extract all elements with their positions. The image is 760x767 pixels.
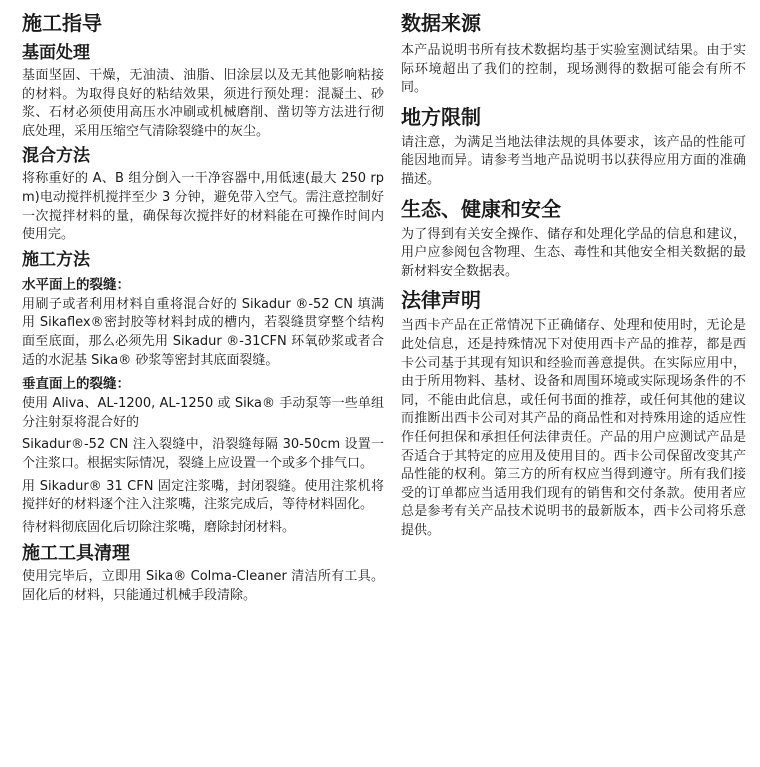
- heading-ehs: 生态、健康和安全: [401, 196, 561, 221]
- text-legal: 当西卡产品在正常情况下正确储存、处理和使用时，无论是此处信息，还是持殊情况下对使用西卡产品的推荐，都是西卡公司基于其现有知识和经验而善意提供。在实际应用中，由于所用物料、基材、设备和周围环境或实际现场条件的不同，不能由此信息，或任何书面的推荐，或任何其他的建议而推断出西卡公司对其产品的商品性和对持殊用途的适应性作任何担保和承担任何法律责任。产品的用户应测试产品是否适合于其特定的应用及使用目的。西卡公司保留改变其产品性能的权利。第三方的所有权应当得到遵守。所有我们接受的订单都应当适用我们现有的销售和交付条款。使用者应总是参考有关产品技术说明书的最新版本，西卡公司将乐意提供。: [401, 318, 746, 538]
- section-title-application-guide: 施工指导: [22, 11, 102, 35]
- text-ehs: 为了得到有关安全操作、储存和处理化学品的信息和建议，用户应参阅包含物理、生态、毒性和其他安全相关数据的最新材料安全数据表。: [401, 226, 746, 279]
- text-local-restrictions: 请注意，为满足当地法律法规的具体要求，该产品的性能可能因地而异。请参考当地产品说明书以获得应用方面的准确描述。: [401, 134, 746, 187]
- subheading-horizontal: 水平面上的裂缝：: [22, 276, 130, 293]
- text-horizontal: 用刷子或者利用材料自重将混合好的 Sikadur ®-52 CN 填满用 Sikaflex®密封胶等材料封成的槽内，若裂缝贯穿整个结构面至底面，那么必须先用 Sikadur ®-31CFN 环氧砂浆或者合适的水泥基 Sika® 砂浆等密封其底面裂缝。: [22, 296, 384, 368]
- text-vertical-4: 待材料彻底固化后切除注浆嘴，磨除封闭材料。: [22, 519, 296, 535]
- right-column: [401, 10, 746, 544]
- text-data-source: 本产品说明书所有技术数据均基于实验室测试结果。由于实际环境超出了我们的控制，现场测得的数据可能会有所不同。: [401, 43, 746, 96]
- heading-legal: 法律声明: [401, 288, 481, 313]
- heading-local-restrictions: 地方限制: [401, 104, 481, 129]
- left-column: [22, 10, 384, 609]
- heading-substrate: 基面处理: [22, 43, 90, 63]
- heading-data-source: 数据来源: [401, 11, 481, 35]
- text-vertical-3: 用 Sikadur® 31 CFN 固定注浆嘴，封闭裂缝。使用注浆机将搅拌好的材料逐个注入注浆嘴，注浆完成后，等待材料固化。: [22, 478, 384, 513]
- heading-application: 施工方法: [22, 249, 90, 270]
- text-cleaning: 使用完毕后，立即用 Sika® Colma-Cleaner 清洁所有工具。固化后的材料，只能通过机械手段清除。: [22, 569, 384, 603]
- text-mixing: 将称重好的 A、B 组分倒入一干净容器中,用低速(最大 250 rpm)电动搅拌机搅拌至少 3 分钟，避免带入空气。需注意控制好一次搅拌材料的量，确保每次搅拌好的材料能在可操作时间内使用完。: [22, 171, 384, 243]
- heading-mixing: 混合方法: [22, 146, 90, 167]
- subheading-vertical: 垂直面上的裂缝：: [22, 376, 130, 393]
- text-vertical-1: 使用 Aliva、AL-1200, AL-1250 或 Sika® 手动泵等一些单组分注射泵将混合好的: [22, 396, 384, 430]
- text-vertical-2: Sikadur®-52 CN 注入裂缝中，沿裂缝每隔 30-50cm 设置一个注浆口。根据实际情况，裂缝上应设置一个或多个排气口。: [22, 437, 384, 471]
- text-substrate: 基面坚固、干燥，无油渍、油脂、旧涂层以及无其他影响粘接的材料。为取得良好的粘结效果，须进行预处理：混凝土、砂浆、石材必须使用高压水冲刷或机械磨削、凿切等方法进行彻底处理，采用压缩空气清除裂缝中的灰尘。: [22, 68, 384, 139]
- heading-cleaning: 施工工具清理: [22, 543, 130, 565]
